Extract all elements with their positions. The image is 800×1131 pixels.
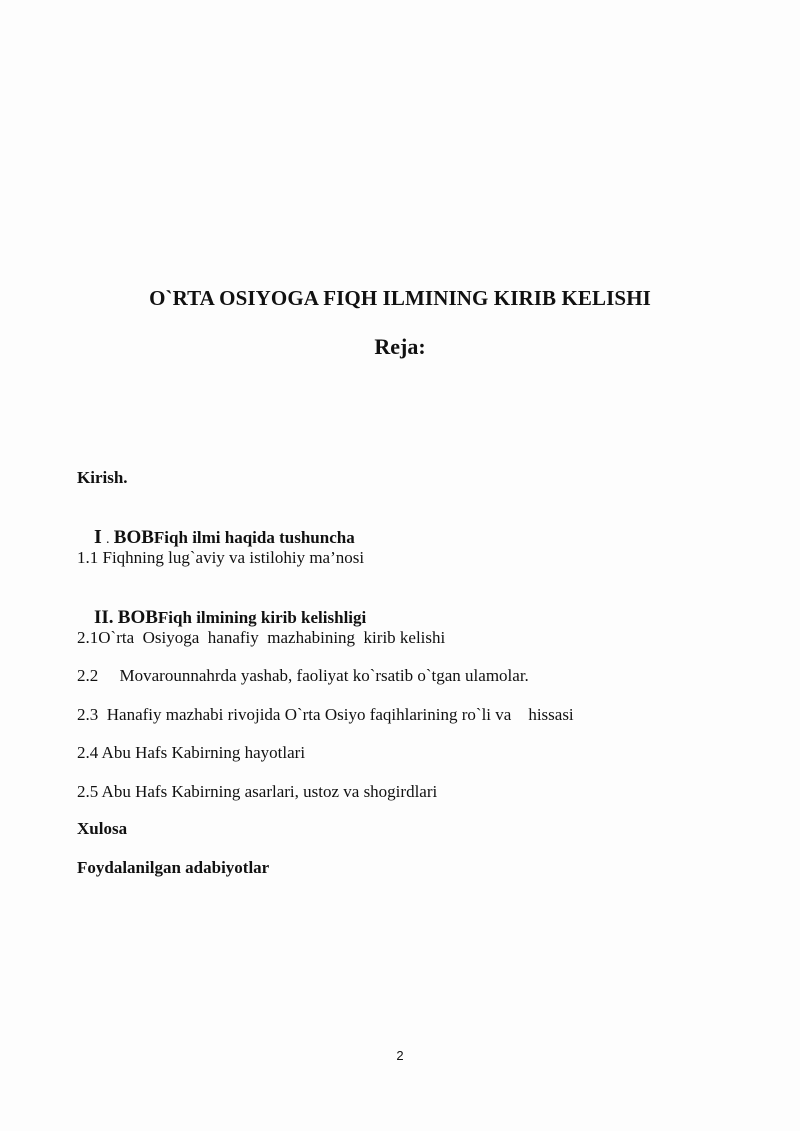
toc-item-2-5: 2.5 Abu Hafs Kabirning asarlari, ustoz va shogirdlari bbox=[77, 782, 438, 801]
toc-item-2-1: 2.1O`rta Osiyoga hanafiy mazhabining kirib kelishi bbox=[77, 628, 446, 647]
toc-item-2-3: 2.3 Hanafiy mazhabi rivojida O`rta Osiyo faqihlarining ro`li va hissasi bbox=[77, 705, 574, 724]
chapter-1-dot: . bbox=[106, 532, 110, 547]
chapter-1-number: I bbox=[94, 526, 102, 548]
document-title: O`RTA OSIYOGA FIQH ILMINING KIRIB KELISHI bbox=[149, 286, 651, 310]
chapter-2-bob: BOB bbox=[117, 607, 158, 628]
toc-item-2-2: 2.2 Movarounnahrda yashab, faoliyat ko`rsatib o`tgan ulamolar. bbox=[77, 666, 529, 685]
toc-intro: Kirish. bbox=[77, 468, 128, 487]
chapter-2-number: II. bbox=[94, 607, 114, 628]
chapter-1-bob: BOB bbox=[113, 527, 154, 548]
page-number: 2 bbox=[396, 1048, 404, 1063]
toc-conclusion: Xulosa bbox=[77, 819, 128, 838]
toc-item-1-1: 1.1 Fiqhning lug`aviy va istilohiy ma’nosi bbox=[77, 548, 365, 567]
chapter-1-title: Fiqh ilmi haqida tushuncha bbox=[153, 528, 355, 547]
chapter-2-title: Fiqh ilmining kirib kelishligi bbox=[157, 608, 367, 627]
plan-heading: Reja: bbox=[374, 334, 426, 359]
toc-references: Foydalanilgan adabiyotlar bbox=[77, 858, 270, 877]
toc-item-2-4: 2.4 Abu Hafs Kabirning hayotlari bbox=[77, 743, 306, 762]
